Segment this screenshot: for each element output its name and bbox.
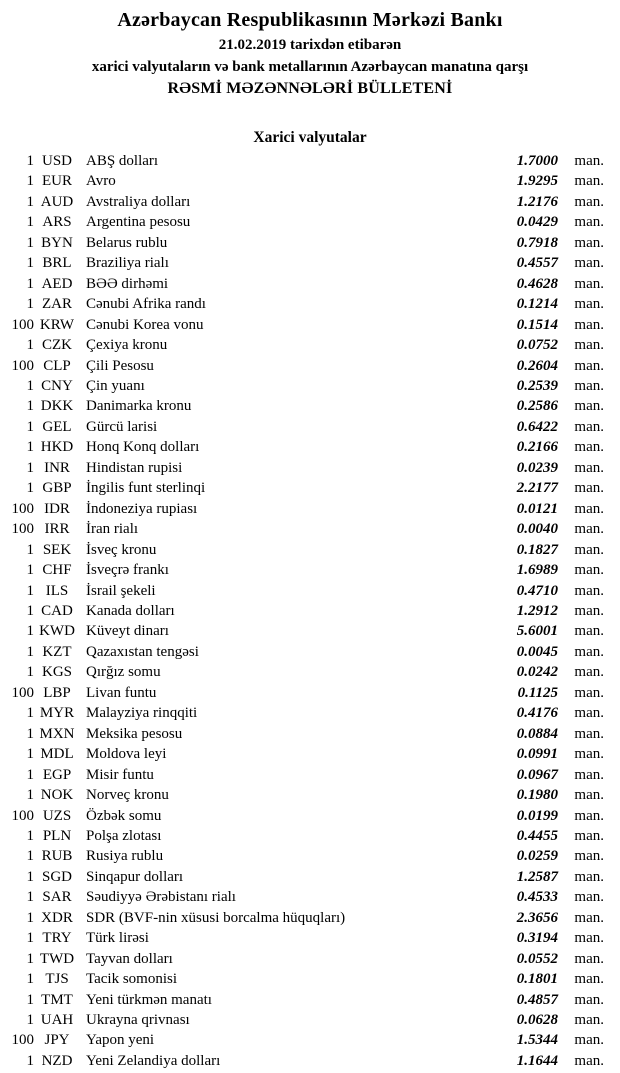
row-currency-name: Çili Pesosu bbox=[86, 357, 154, 374]
row-currency-name: Özbək somu bbox=[86, 807, 162, 824]
row-rate-value: 0.0121 bbox=[516, 500, 558, 517]
row-currency-name: Tayvan dolları bbox=[86, 950, 173, 967]
row-currency-code: GEL bbox=[42, 418, 72, 435]
row-currency-code: BYN bbox=[41, 234, 73, 251]
row-unit-label: man. bbox=[574, 582, 604, 599]
bank-title: Azərbaycan Respublikasının Mərkəzi Bankı bbox=[117, 9, 503, 31]
row-currency-code: AED bbox=[41, 275, 73, 292]
row-currency-code: XDR bbox=[41, 909, 73, 926]
table-row bbox=[0, 990, 604, 1010]
row-rate-value: 0.0752 bbox=[516, 337, 558, 354]
table-row bbox=[0, 192, 604, 212]
row-currency-code: CLP bbox=[43, 357, 71, 374]
row-quantity: 1 bbox=[26, 705, 34, 722]
row-currency-name: Misir funtu bbox=[86, 766, 154, 783]
table-row bbox=[0, 376, 604, 396]
row-unit-label: man. bbox=[574, 787, 604, 804]
row-currency-name: BƏƏ dirhəmi bbox=[86, 275, 169, 292]
row-currency-name: Sinqapur dolları bbox=[86, 868, 184, 885]
row-currency-code: KZT bbox=[42, 643, 72, 660]
row-currency-name: İsrail şekeli bbox=[86, 582, 156, 599]
rates-table bbox=[0, 151, 620, 1071]
row-currency-name: Gürcü larisi bbox=[86, 418, 158, 435]
row-currency-code: ZAR bbox=[42, 296, 72, 313]
row-rate-value: 0.4176 bbox=[516, 705, 558, 722]
row-rate-value: 0.1514 bbox=[516, 316, 558, 333]
row-currency-code: USD bbox=[41, 153, 72, 169]
row-quantity: 1 bbox=[26, 950, 34, 967]
row-quantity: 1 bbox=[26, 643, 34, 660]
row-currency-name: Türk lirəsi bbox=[86, 930, 149, 947]
row-quantity: 100 bbox=[11, 500, 34, 517]
row-quantity: 1 bbox=[26, 664, 34, 681]
row-currency-code: HKD bbox=[40, 439, 74, 456]
row-quantity: 1 bbox=[26, 193, 34, 210]
row-unit-label: man. bbox=[574, 541, 604, 558]
row-currency-name: Çexiya kronu bbox=[86, 337, 168, 354]
row-unit-label: man. bbox=[574, 418, 604, 435]
row-unit-label: man. bbox=[574, 316, 604, 333]
row-rate-value: 0.1827 bbox=[516, 541, 558, 558]
row-unit-label: man. bbox=[574, 357, 604, 374]
row-quantity: 100 bbox=[11, 316, 34, 333]
row-quantity: 1 bbox=[26, 255, 34, 272]
row-rate-value: 0.0199 bbox=[516, 807, 558, 824]
row-currency-code: IDR bbox=[44, 500, 70, 517]
row-quantity: 1 bbox=[26, 623, 34, 640]
row-rate-value: 0.1214 bbox=[516, 296, 558, 313]
table-row bbox=[0, 581, 604, 601]
row-quantity: 1 bbox=[26, 1012, 34, 1029]
row-rate-value: 1.2912 bbox=[516, 602, 558, 619]
document-subtitle: xarici valyutaların və bank metallarının Azərbaycan manatına qarşı bbox=[91, 59, 529, 75]
row-quantity: 1 bbox=[26, 582, 34, 599]
row-currency-code: UAH bbox=[40, 1012, 74, 1029]
row-currency-name: Honq Konq dolları bbox=[86, 439, 200, 456]
row-quantity: 1 bbox=[26, 602, 34, 619]
row-quantity: 1 bbox=[26, 398, 34, 415]
row-currency-code: MYR bbox=[39, 705, 75, 722]
row-currency-code: KWD bbox=[39, 623, 75, 640]
row-quantity: 1 bbox=[26, 377, 34, 394]
table-row bbox=[0, 908, 604, 928]
row-unit-label: man. bbox=[574, 398, 604, 415]
row-currency-name: İndoneziya rupiası bbox=[86, 500, 198, 517]
row-currency-code: ILS bbox=[45, 582, 69, 599]
table-row bbox=[0, 949, 604, 969]
row-currency-name: Argentina pesosu bbox=[86, 214, 191, 231]
row-rate-value: 1.2176 bbox=[516, 193, 558, 210]
row-rate-value: 0.0040 bbox=[516, 521, 558, 538]
row-rate-value: 0.0991 bbox=[516, 746, 558, 763]
row-quantity: 1 bbox=[26, 418, 34, 435]
row-rate-value: 0.1801 bbox=[516, 971, 558, 988]
row-unit-label: man. bbox=[574, 439, 604, 456]
row-currency-name: Avro bbox=[86, 173, 116, 190]
row-currency-name: Yeni Zelandiya dolları bbox=[86, 1052, 221, 1069]
row-unit-label: man. bbox=[574, 480, 604, 497]
row-currency-name: Polşa zlotası bbox=[86, 827, 162, 844]
table-row bbox=[0, 519, 604, 539]
table-row bbox=[0, 478, 604, 498]
row-currency-code: NOK bbox=[40, 787, 74, 804]
table-row bbox=[0, 621, 604, 641]
table-row bbox=[0, 887, 604, 907]
row-rate-value: 0.4628 bbox=[516, 275, 558, 292]
row-quantity: 100 bbox=[11, 521, 34, 538]
row-rate-value: 0.0884 bbox=[516, 725, 558, 742]
table-row bbox=[0, 294, 604, 314]
row-unit-label: man. bbox=[574, 909, 604, 926]
row-unit-label: man. bbox=[574, 562, 604, 579]
row-quantity: 1 bbox=[26, 787, 34, 804]
row-currency-name: Meksika pesosu bbox=[86, 725, 183, 742]
row-unit-label: man. bbox=[574, 173, 604, 190]
row-unit-label: man. bbox=[574, 602, 604, 619]
table-row bbox=[0, 846, 604, 866]
row-quantity: 1 bbox=[26, 930, 34, 947]
row-unit-label: man. bbox=[574, 930, 604, 947]
row-currency-code: SAR bbox=[42, 889, 72, 906]
row-rate-value: 0.2604 bbox=[516, 357, 558, 374]
row-currency-name: Belarus rublu bbox=[86, 234, 168, 251]
row-currency-code: BRL bbox=[42, 255, 72, 272]
row-rate-value: 2.3656 bbox=[516, 909, 558, 926]
row-rate-value: 0.2586 bbox=[516, 398, 558, 415]
row-rate-value: 0.0429 bbox=[516, 214, 558, 231]
table-row bbox=[0, 662, 604, 682]
row-rate-value: 0.0045 bbox=[516, 643, 558, 660]
row-currency-code: TWD bbox=[39, 950, 75, 967]
table-row bbox=[0, 867, 604, 887]
row-unit-label: man. bbox=[574, 500, 604, 517]
row-currency-name: Səudiyyə Ərəbistanı rialı bbox=[86, 889, 236, 906]
table-row bbox=[0, 969, 604, 989]
row-unit-label: man. bbox=[574, 214, 604, 231]
table-row bbox=[0, 744, 604, 764]
row-quantity: 1 bbox=[26, 275, 34, 292]
table-row bbox=[0, 396, 604, 416]
row-rate-value: 2.2177 bbox=[516, 480, 558, 497]
row-unit-label: man. bbox=[574, 623, 604, 640]
row-quantity: 1 bbox=[26, 868, 34, 885]
row-rate-value: 0.4710 bbox=[516, 582, 558, 599]
row-rate-value: 0.1980 bbox=[516, 787, 558, 804]
table-row bbox=[0, 315, 604, 335]
table-row bbox=[0, 212, 604, 232]
row-currency-code: INR bbox=[44, 459, 70, 476]
row-currency-code: GBP bbox=[42, 480, 72, 497]
row-currency-name: Yeni türkmən manatı bbox=[86, 991, 212, 1008]
table-row bbox=[0, 642, 604, 662]
table-row bbox=[0, 806, 604, 826]
row-unit-label: man. bbox=[574, 746, 604, 763]
row-unit-label: man. bbox=[574, 807, 604, 824]
row-currency-code: KRW bbox=[39, 316, 75, 333]
row-unit-label: man. bbox=[574, 337, 604, 354]
row-currency-code: NZD bbox=[41, 1052, 73, 1069]
row-currency-name: Norveç kronu bbox=[86, 787, 169, 804]
row-quantity: 1 bbox=[26, 827, 34, 844]
row-currency-name: ABŞ dolları bbox=[86, 153, 159, 169]
row-currency-name: Qazaxıstan tengəsi bbox=[86, 643, 199, 660]
row-currency-code: PLN bbox=[42, 827, 72, 844]
row-rate-value: 1.5344 bbox=[516, 1032, 558, 1049]
row-currency-name: Çin yuanı bbox=[86, 377, 145, 394]
table-row bbox=[0, 683, 604, 703]
row-rate-value: 0.4455 bbox=[516, 827, 558, 844]
row-unit-label: man. bbox=[574, 827, 604, 844]
row-currency-name: Cənubi Afrika randı bbox=[86, 296, 206, 313]
row-unit-label: man. bbox=[574, 377, 604, 394]
row-rate-value: 0.3194 bbox=[516, 930, 558, 947]
table-row bbox=[0, 765, 604, 785]
row-rate-value: 0.6422 bbox=[516, 418, 558, 435]
row-unit-label: man. bbox=[574, 275, 604, 292]
row-currency-name: Küveyt dinarı bbox=[86, 623, 169, 640]
row-currency-code: TJS bbox=[45, 971, 69, 988]
table-row bbox=[0, 560, 604, 580]
row-currency-code: CAD bbox=[41, 602, 73, 619]
row-rate-value: 0.0552 bbox=[516, 950, 558, 967]
effective-date-line: 21.02.2019 tarixdən etibarən bbox=[218, 37, 402, 53]
table-row bbox=[0, 1010, 604, 1030]
row-unit-label: man. bbox=[574, 950, 604, 967]
row-currency-code: CHF bbox=[42, 562, 72, 579]
row-quantity: 100 bbox=[11, 807, 34, 824]
row-currency-code: DKK bbox=[40, 398, 74, 415]
table-row bbox=[0, 1051, 604, 1071]
row-rate-value: 0.1125 bbox=[517, 684, 558, 701]
row-quantity: 100 bbox=[11, 684, 34, 701]
row-quantity: 1 bbox=[26, 1052, 34, 1069]
row-currency-code: ARS bbox=[42, 214, 72, 231]
row-unit-label: man. bbox=[574, 1032, 604, 1049]
table-row bbox=[0, 785, 604, 805]
bulletin-title: RƏSMİ MƏZƏNNƏLƏRİ BÜLLETENİ bbox=[167, 80, 453, 97]
row-quantity: 1 bbox=[26, 153, 34, 169]
row-currency-code: SGD bbox=[41, 868, 72, 885]
row-quantity: 1 bbox=[26, 725, 34, 742]
row-currency-code: MXN bbox=[39, 725, 75, 742]
row-quantity: 1 bbox=[26, 296, 34, 313]
row-currency-name: Malayziya rinqqiti bbox=[86, 705, 198, 722]
row-rate-value: 1.6989 bbox=[516, 562, 558, 579]
row-unit-label: man. bbox=[574, 868, 604, 885]
row-currency-code: UZS bbox=[42, 807, 72, 824]
row-currency-code: KGS bbox=[41, 664, 72, 681]
row-unit-label: man. bbox=[574, 1052, 604, 1069]
table-row bbox=[0, 540, 604, 560]
row-currency-name: Yapon yeni bbox=[86, 1032, 155, 1049]
row-rate-value: 0.2166 bbox=[516, 439, 558, 456]
table-row bbox=[0, 928, 604, 948]
row-unit-label: man. bbox=[574, 971, 604, 988]
table-row bbox=[0, 499, 604, 519]
table-row bbox=[0, 233, 604, 253]
row-unit-label: man. bbox=[574, 889, 604, 906]
table-row bbox=[0, 151, 604, 171]
row-rate-value: 0.0967 bbox=[516, 766, 558, 783]
row-currency-name: Cənubi Korea vonu bbox=[86, 316, 204, 333]
rates-table-body bbox=[0, 151, 604, 1071]
row-rate-value: 0.7918 bbox=[516, 234, 558, 251]
row-unit-label: man. bbox=[574, 705, 604, 722]
row-currency-name: Avstraliya dolları bbox=[86, 193, 191, 210]
row-rate-value: 0.4557 bbox=[516, 255, 558, 272]
row-rate-value: 5.6001 bbox=[516, 623, 558, 640]
row-currency-code: CNY bbox=[41, 377, 73, 394]
row-rate-value: 0.0239 bbox=[516, 459, 558, 476]
row-currency-code: MDL bbox=[40, 746, 74, 763]
row-currency-code: EGP bbox=[42, 766, 72, 783]
row-currency-code: AUD bbox=[40, 193, 74, 210]
row-currency-code: CZK bbox=[42, 337, 72, 354]
row-quantity: 1 bbox=[26, 234, 34, 251]
row-unit-label: man. bbox=[574, 991, 604, 1008]
table-row bbox=[0, 335, 604, 355]
row-currency-name: Tacik somonisi bbox=[86, 971, 178, 988]
table-row bbox=[0, 458, 604, 478]
row-currency-name: Hindistan rupisi bbox=[86, 459, 183, 476]
table-row bbox=[0, 274, 604, 294]
row-quantity: 1 bbox=[26, 909, 34, 926]
table-row bbox=[0, 437, 604, 457]
row-rate-value: 0.4533 bbox=[516, 889, 558, 906]
row-rate-value: 0.0628 bbox=[516, 1012, 558, 1029]
row-rate-value: 0.4857 bbox=[516, 991, 558, 1008]
row-quantity: 1 bbox=[26, 848, 34, 865]
table-row bbox=[0, 417, 604, 437]
row-currency-code: SEK bbox=[42, 541, 72, 558]
row-currency-name: SDR (BVF-nin xüsusi borcalma hüquqları) bbox=[86, 909, 346, 926]
row-rate-value: 1.7000 bbox=[516, 153, 558, 169]
row-currency-name: Braziliya rialı bbox=[86, 255, 169, 272]
document-header bbox=[0, 7, 620, 100]
table-row bbox=[0, 171, 604, 191]
row-rate-value: 0.0242 bbox=[516, 664, 558, 681]
table-row bbox=[0, 1030, 604, 1050]
row-quantity: 1 bbox=[26, 337, 34, 354]
row-unit-label: man. bbox=[574, 766, 604, 783]
row-unit-label: man. bbox=[574, 848, 604, 865]
row-quantity: 1 bbox=[26, 991, 34, 1008]
row-unit-label: man. bbox=[574, 153, 604, 169]
row-quantity: 1 bbox=[26, 971, 34, 988]
row-currency-code: JPY bbox=[44, 1032, 70, 1049]
row-currency-code: TMT bbox=[41, 991, 73, 1008]
row-unit-label: man. bbox=[574, 459, 604, 476]
row-currency-code: LBP bbox=[43, 684, 71, 701]
row-currency-code: IRR bbox=[44, 521, 70, 538]
row-currency-name: İsveçrə frankı bbox=[86, 562, 169, 579]
row-currency-name: Qırğız somu bbox=[86, 664, 161, 681]
row-unit-label: man. bbox=[574, 1012, 604, 1029]
row-quantity: 1 bbox=[26, 889, 34, 906]
row-quantity: 1 bbox=[26, 439, 34, 456]
row-unit-label: man. bbox=[574, 193, 604, 210]
row-currency-name: Moldova leyi bbox=[86, 746, 167, 763]
table-row bbox=[0, 724, 604, 744]
row-quantity: 1 bbox=[26, 173, 34, 190]
table-row bbox=[0, 703, 604, 723]
row-currency-name: Kanada dolları bbox=[86, 602, 175, 619]
table-row bbox=[0, 253, 604, 273]
row-currency-name: İran rialı bbox=[86, 521, 139, 538]
row-quantity: 1 bbox=[26, 562, 34, 579]
row-currency-code: TRY bbox=[42, 930, 72, 947]
row-currency-code: EUR bbox=[42, 173, 72, 190]
row-unit-label: man. bbox=[574, 725, 604, 742]
row-currency-name: Ukrayna qrivnası bbox=[86, 1012, 190, 1029]
row-rate-value: 0.0259 bbox=[516, 848, 558, 865]
row-quantity: 100 bbox=[11, 1032, 34, 1049]
row-unit-label: man. bbox=[574, 296, 604, 313]
row-currency-name: İsveç kronu bbox=[86, 541, 157, 558]
row-rate-value: 0.2539 bbox=[516, 377, 558, 394]
row-currency-name: İngilis funt sterlinqi bbox=[86, 480, 206, 497]
row-quantity: 100 bbox=[11, 357, 34, 374]
row-currency-code: RUB bbox=[41, 848, 73, 865]
table-row bbox=[0, 356, 604, 376]
row-unit-label: man. bbox=[574, 255, 604, 272]
row-currency-name: Rusiya rublu bbox=[86, 848, 164, 865]
row-currency-name: Livan funtu bbox=[86, 684, 157, 701]
row-unit-label: man. bbox=[574, 684, 604, 701]
row-unit-label: man. bbox=[574, 643, 604, 660]
row-quantity: 1 bbox=[26, 480, 34, 497]
row-quantity: 1 bbox=[26, 214, 34, 231]
row-unit-label: man. bbox=[574, 234, 604, 251]
row-quantity: 1 bbox=[26, 541, 34, 558]
row-rate-value: 1.2587 bbox=[516, 868, 558, 885]
row-unit-label: man. bbox=[574, 664, 604, 681]
section-title-foreign-currencies: Xarici valyutalar bbox=[253, 129, 367, 146]
row-currency-name: Danimarka kronu bbox=[86, 398, 192, 415]
row-quantity: 1 bbox=[26, 459, 34, 476]
row-quantity: 1 bbox=[26, 746, 34, 763]
row-rate-value: 1.9295 bbox=[516, 173, 558, 190]
row-quantity: 1 bbox=[26, 766, 34, 783]
row-rate-value: 1.1644 bbox=[516, 1052, 558, 1069]
row-unit-label: man. bbox=[574, 521, 604, 538]
table-row bbox=[0, 601, 604, 621]
table-row bbox=[0, 826, 604, 846]
